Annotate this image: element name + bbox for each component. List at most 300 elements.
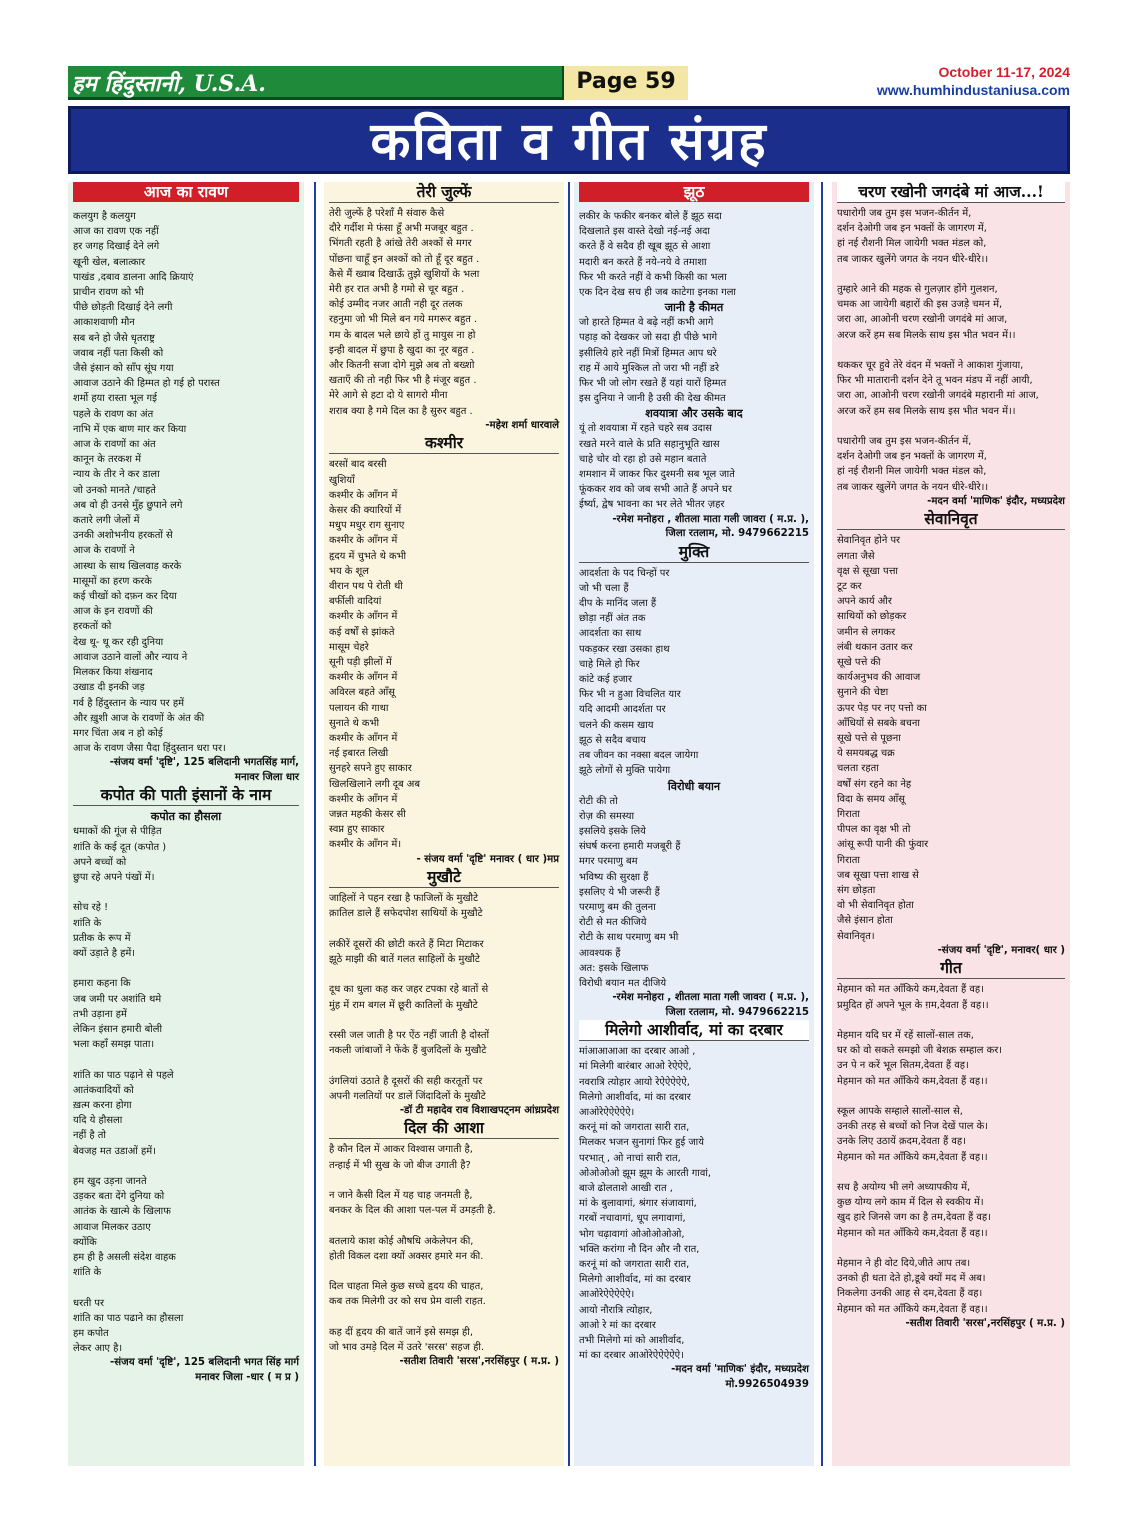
- poem-line: ख़त्म करना होगा: [73, 1099, 132, 1111]
- poem-line: नहीं है तो: [73, 1130, 106, 1142]
- poem-line: न्याय के तीर ने कर डाला: [73, 469, 160, 481]
- poem-line: वो भी सेवानिवृत होता: [837, 900, 914, 912]
- poem-line: आज के रावणों का अंत: [73, 439, 156, 451]
- poem-line: कोई उम्मीद नजर आती नही दूर तलक: [329, 299, 463, 311]
- poem-line: कतारे लगी जेलों में: [73, 515, 140, 527]
- poem-line: आतंकवादियों को: [73, 1084, 134, 1096]
- poem-line: ऊपर पेड़ पर नए पत्तो का: [837, 702, 927, 714]
- poem-line: नई इबारत लिखी: [329, 748, 389, 760]
- poem-line: नवरात्रि त्योहार आयो रेऐऐऐऐऐ,: [579, 1076, 690, 1088]
- poem-line: हां नई रौशनी मिल जायेगी भक्त मंडल को,: [837, 238, 987, 250]
- poem-line: आज का रावण एक नहीं: [73, 226, 159, 238]
- poem-subtitle: जानी है कीमत: [664, 301, 724, 315]
- poem-line: खुशियाँ: [329, 474, 355, 486]
- poem-line: कई चीखों को दफ़न कर दिया: [73, 591, 177, 603]
- poem-line: झूठे माझी की बातें गलत साहिलों के मुखौटे: [329, 953, 480, 965]
- poem-line: खूनी खेल, बलात्कार: [73, 256, 146, 268]
- poem-line: आज के रावण जैसा पैदा हिंदुस्तान धरा पर।: [73, 743, 226, 755]
- poem-line: [837, 1089, 1065, 1104]
- poem-line: लकीरें दूसरों की छोटी करते हैं मिटा मिटाकर: [329, 938, 484, 950]
- poem-line: मेरी हर रात अभी है गमो से चूर बहुत .: [329, 284, 465, 296]
- poem-mukhaute: [324, 867, 564, 1118]
- poem-line: फिर भी न हुआ विचलित यार: [579, 689, 681, 701]
- poem-line: रहनुमा जो भी मिले बन गये मगरूर बहुत .: [329, 314, 478, 326]
- poem-line: आओरेऐऐऐऐऐ।: [579, 1106, 635, 1118]
- poem-line: जैसे इंसान होता: [837, 915, 893, 927]
- poem-author: -रमेश मनोहरा , शीतला माता गली जावरा ( म.प्र. ), जिला रतलाम, मो. 9479662215: [612, 992, 809, 1018]
- poem-line: [73, 1280, 299, 1295]
- poem-title: मुखौटे: [329, 867, 559, 888]
- poem-line: मांआआआआ का दरबार आओ ,: [579, 1046, 696, 1058]
- banner-title: कविता व गीत संग्रह: [370, 111, 768, 172]
- poem-line: जब सूखा पत्ता शाख से: [837, 869, 919, 881]
- poem-line: झूठ से सदैव बचाय: [579, 734, 646, 746]
- poem-line: तब जाकर खुलेंगे जगत के नयन धीरे-धीरे।।: [837, 253, 989, 265]
- poem-title: कश्मीर: [329, 433, 559, 454]
- poem-line: रोज़ की समस्या: [579, 810, 635, 822]
- poem-line: चमक आ जायेगी बहारों की इस उजड़े चमन में,: [837, 299, 1003, 311]
- poem-lines: [837, 206, 1065, 495]
- poem-line: यदि आदमी आदर्शता पर: [579, 704, 666, 716]
- poem-line: स्वप्न हुए साकार: [329, 824, 385, 836]
- poem-lines: [579, 315, 809, 406]
- poem-line: थककर चूर हुवे तेरे वंदन में भक्तों ने आकाश गुंजाया,: [837, 360, 1024, 371]
- poem-line: दूध का धुला कह कर जहर टपका रहे बातों से: [329, 984, 489, 996]
- poem-line: जरा आ, आओनी चरण रखोनी जगदंबे मां आज,: [837, 314, 1008, 326]
- poem-line: कश्मीर के आँगन में।: [329, 839, 402, 851]
- poem-line: जो भाव उमड़े दिल में उतरे 'सरस' सहज ही.: [329, 1341, 485, 1353]
- poem-line: अपनी गलतियों पर डालें जिंदादिलों के मुखौटे: [329, 1090, 486, 1102]
- poem-line: इसीलिये हारे नहीं मित्रों हिम्मत आप धरे: [579, 347, 717, 359]
- poem-line: कश्मीर के आँगन में: [329, 793, 398, 805]
- poem-line: लेकिन इंसान हमारी बोली: [73, 1023, 163, 1035]
- poem-line: सच है अयोग्य भी लगे अध्यापकीय में,: [837, 1181, 971, 1193]
- poem-line: मासूम चेहरे: [329, 641, 369, 653]
- poem-line: करते हैं वे सदैव ही खूब झूठ से आशा: [579, 241, 711, 253]
- poem-line: शांति के: [73, 1267, 102, 1279]
- poem-line: लकीर के फकीर बनकर बोले हैं झूठ सदा: [579, 211, 722, 222]
- poem-line: लगता जैसे: [837, 550, 875, 562]
- poem-line: गरबों नचावागां, धूप लगावागां,: [579, 1213, 686, 1225]
- poem-line: न जाने कैसी दिल में यह चाह जनमती है,: [329, 1190, 473, 1201]
- poem-lines: [73, 209, 299, 756]
- poem-line: उनकी तरह से बच्चों को निज देखें पाल के।: [837, 1121, 988, 1133]
- poem-line: [73, 961, 299, 976]
- poem-line: नकली जांबाजों ने फेंके हैं बुजदिलों के मुखौटे: [329, 1045, 487, 1057]
- poem-line: बाजे ढोलताशे आखी रात ,: [579, 1182, 673, 1194]
- poem-line: वीरान पथ पे रोती थी: [329, 580, 403, 592]
- poem-line: पकड़कर रखा उसका हाथ: [579, 643, 670, 655]
- poem-line: बरसों बाद बरसी: [329, 459, 387, 471]
- column-3: [574, 182, 814, 1466]
- poem-lines: [73, 824, 299, 1356]
- poem-line: शर्मो हया रास्ता भूल गई: [73, 393, 157, 405]
- poem-line: पधारोगी जब तुम इस भजन-कीर्तन में,: [837, 436, 972, 447]
- poem-line: [837, 267, 1065, 282]
- poem-line: ईर्ष्या, द्वेष भावना का भर लेते भीतर ज़हर: [579, 499, 725, 511]
- poem-line: मुंह में राम बगल में छूरी कातिलों के मुखौटे: [329, 999, 478, 1011]
- poem-line: पीछे छोड़ती दिखाई देने लगी: [73, 302, 173, 314]
- poem-title: कपोत की पाती इंसानों के नाम: [73, 785, 299, 806]
- issue-date: October 11-17, 2024: [938, 64, 1070, 80]
- poem-line: आवश्यक हैं: [579, 947, 621, 959]
- column-divider: [821, 182, 823, 1466]
- poem-line: टूट कर: [837, 580, 862, 592]
- poem-line: कई वर्षों से झांकते: [329, 626, 395, 638]
- poem-line: जो उनको मानते /चाहते: [73, 484, 156, 496]
- poem-line: रोटी से मत कीजिये: [579, 917, 647, 929]
- poem-line: शांति का पाठ पढ़ाने से पहले: [73, 1069, 174, 1081]
- poem-line: आँधियों से सबके बचना: [837, 717, 920, 729]
- poem-author: -मदन वर्मा 'माणिक' इंदौर, मध्यप्रदेश मो.9926504939: [671, 1364, 809, 1390]
- poem-line: गर्व है हिंदुस्तान के न्याय पर हमें: [73, 697, 184, 709]
- poem-line: जब जमी पर अशांति थमे: [73, 993, 162, 1005]
- poem-line: देख थू- थू कर रही दुनिया: [73, 636, 164, 648]
- poem-line: पधारोगी जब तुम इस भजन-कीर्तन में,: [837, 208, 972, 219]
- poem-line: अरज करें हम सब मिलके साथ इस भीत भवन में।।: [837, 405, 1016, 417]
- poem-line: [73, 885, 299, 900]
- poem-line: खिलखिलाने लगी दूब अब: [329, 778, 420, 790]
- poem-line: मेरे आगे से हटा दो ये सागरो मीना: [329, 390, 448, 402]
- poem-line: आज के इन रावणों की: [73, 606, 153, 618]
- poem-author: -सतीश तिवारी 'सरस',नरसिंहपुर ( म.प्र. ): [905, 1317, 1065, 1329]
- poem-line: जमीन से लगकर: [837, 626, 896, 638]
- poem-line: मगर चिंता अब न हो कोई: [73, 727, 163, 739]
- poem-line: कार्यअनुभव की आवाज: [837, 672, 921, 684]
- top-bar: [68, 66, 1070, 100]
- poem-line: कांटे कई हजार: [579, 674, 632, 686]
- poem-lines: [329, 891, 559, 1104]
- poem-line: इसलिए ये भी जरूरी हैं: [579, 886, 660, 898]
- poem-author: -रमेश मनोहरा , शीतला माता गली जावरा ( म.प्र. ), जिला रतलाम, मो. 9479662215: [612, 513, 809, 540]
- poem-line: कैसे मैं ख्वाब दिखाऊँ तुझे खुशियों के भला: [329, 268, 480, 280]
- poem-title: मिलेगो आशीर्वाद, मां का दरबार: [579, 1020, 809, 1041]
- poem-line: आतंक के खात्मे के खिलाफ: [73, 1206, 171, 1218]
- poem-line: [329, 1058, 559, 1073]
- poem-line: मगर परमाणु बम: [579, 856, 638, 868]
- masthead: [68, 66, 688, 100]
- poem-line: कह दीं हृदय की बातें जानें इसे समझ ही,: [329, 1326, 473, 1338]
- poem-title: चरण रखोनी जगदंबे मां आज...!: [837, 182, 1065, 203]
- poem-line: बतलाये काश कोई औषधि अकेलेपन की,: [329, 1235, 474, 1247]
- poem-line: पलायन की गाथा: [329, 702, 389, 714]
- poem-line: जो भी चला हैं: [579, 582, 629, 594]
- poem-line: छुपा रहे अपने पंखों में।: [73, 871, 155, 883]
- poem-line: मिलेगो आशीर्वाद, मां का दरबार: [579, 1091, 691, 1103]
- poem-line: चाहे मिले हो फिर: [579, 658, 640, 670]
- poem-line: खताएँ की तो नही फिर भी है मंजूर बहुत .: [329, 375, 477, 387]
- poem-title: गीत: [837, 958, 1065, 979]
- poem-line: पोंछना चाहूँ इन अश्कों को तो हूँ दूर बहुत .: [329, 253, 480, 265]
- poem-line: जरा आ, आओनी चरण रखोनी जगदंबे महारानी मां आज,: [837, 390, 1039, 402]
- poem-line: मिलेगो आशीर्वाद, मां का दरबार: [579, 1274, 691, 1286]
- poem-line: [329, 1264, 559, 1279]
- poem-line: सूखे पत्ते से पूछना: [837, 732, 901, 744]
- column-4: [832, 182, 1070, 1466]
- poem-line: ये समयबद्ध चक्र: [837, 748, 895, 760]
- poem-lines: [579, 794, 809, 992]
- poem-title: आज का रावण: [73, 182, 299, 202]
- poem-line: आवाज मिलकर उठाए: [73, 1221, 151, 1233]
- poem-line: मेहमान को मत आँकिये कम,देवता हैं वह।।: [837, 1151, 988, 1163]
- poem-line: निकलेगा उनकी आह से दम,देवता हैं वह।: [837, 1288, 983, 1300]
- poem-line: मेहमान को मत आँकिये कम,देवता हैं वह।।: [837, 1303, 988, 1315]
- poem-author: -महेश शर्मा धारवाले: [485, 419, 559, 431]
- poem-line: मधुप मधुर राग सुनाए: [329, 520, 405, 532]
- poem-line: सूखे पत्ते की: [837, 656, 881, 668]
- poem-line: [329, 1218, 559, 1233]
- poem-line: जाहिलों ने पहन रखा है फाजिलों के मुखौटे: [329, 893, 479, 905]
- poem-line: एक दिन देख सच ही जब काटेगा इनका गला: [579, 287, 736, 299]
- poem-line: क्यों उड़ाते है हमें।: [73, 947, 136, 959]
- poem-line: सुनाते थे कभी: [329, 717, 380, 729]
- poem-line: मेहमान को मत आँकिये कम,देवता हैं वह।: [837, 984, 984, 996]
- poem-line: फिर भी करते नहीं वे कभी किसी का भला: [579, 271, 727, 283]
- poem-line: मेहमान यदि घर में रहें सालों-साल तक,: [837, 1029, 974, 1041]
- poem-title: दिल की आशा: [329, 1118, 559, 1139]
- poem-line: परमाणु बम की तुलना: [579, 901, 656, 913]
- poem-teri-zulfen: [324, 182, 564, 433]
- poem-line: क्योंकि: [73, 1236, 97, 1248]
- poem-author: -मदन वर्मा 'माणिक' इंदौर, मध्यप्रदेश: [927, 495, 1065, 507]
- poem-line: अपने बच्चों को: [73, 856, 127, 868]
- poem-line: उनके लिए उठायें क़दम,देवता हैं वह।: [837, 1136, 966, 1148]
- poem-line: जवाब नहीं पता किसी को: [73, 347, 164, 359]
- poem-line: उन पे न करें भूल सितम,देवता हैं वह।: [837, 1060, 969, 1072]
- poem-subtitle: कपोत का हौसला: [150, 810, 222, 824]
- poem-line: घर को वो सकते समझो जी बेशक़ सम्हाल कर।: [837, 1045, 1003, 1057]
- poem-line: हृदय में चुभते थे कभी: [329, 550, 407, 562]
- poem-line: तब जीवन का नक्सा बदल जायेगा: [579, 750, 699, 762]
- section-banner: [68, 106, 1070, 174]
- poem-line: आस्था के साथ खिलवाड़ करके: [73, 560, 182, 572]
- poem-line: मां के बुलावागां, श्रंगार संजावागां,: [579, 1198, 697, 1210]
- poem-line: मेहमान को मत आँकिये कम,देवता हैं वह।।: [837, 1227, 988, 1239]
- poem-line: बेवजह मत उडाओं हमें।: [73, 1145, 156, 1157]
- poem-line: करनूं मां को जगराता सारी रात,: [579, 1122, 690, 1134]
- poem-line: भय के शूल: [329, 565, 369, 577]
- poem-line: तन्हाई में भी सुख के जो बीज उगाती है?: [329, 1159, 471, 1171]
- poem-dil-ki-aasha: [324, 1118, 564, 1369]
- poem-line: कब तक मिलेगी उर को सच प्रेम वाली राहत.: [329, 1296, 486, 1308]
- poem-lines: [579, 566, 809, 779]
- poem-line: [329, 967, 559, 982]
- poem-kashmir: [324, 433, 564, 867]
- poem-line: हम खुद उड़ना जानते: [73, 1175, 147, 1187]
- poem-lines: [579, 421, 809, 512]
- poem-line: प्रतीक के रूप में: [73, 932, 131, 944]
- poem-line: वृक्ष से सूखा पत्ता: [837, 565, 898, 577]
- poem-line: शांति का पाठ पढाने का हौसला: [73, 1312, 184, 1324]
- poem-line: राह में आये मुश्किल तो जरा भी नहीं डरे: [579, 362, 719, 374]
- poem-line: तभी उड़ाना हमें: [73, 1008, 127, 1020]
- poem-title: सेवानिवृत: [837, 509, 1065, 530]
- poem-line: दीप के मानिंद जला हैं: [579, 598, 657, 610]
- poem-line: तभी मिलेगो मां को आशीर्वाद,: [579, 1335, 685, 1346]
- poem-author: -संजय वर्मा 'दृष्टि', 125 बलिदानी भगत सिंह मार्ग मनावर जिला -धार ( म प्र ): [110, 1357, 299, 1383]
- poem-line: चलने की कसम खाय: [579, 719, 654, 731]
- poem-line: [837, 419, 1065, 434]
- poem-line: चलता रहता: [837, 763, 879, 775]
- poem-line: मिलकर भजन सुनागां फिर हुई जाये: [579, 1137, 704, 1149]
- poem-line: पीपल का वृक्ष भी तो: [837, 824, 911, 836]
- poem-line: दौरे गर्दीश मे फंसा हूँ अभी मजबूर बहुत .: [329, 223, 474, 235]
- poem-subtitle: विरोधी बयान: [667, 779, 721, 793]
- poem-line: क़ातिल डाले हैं सफेदपोश साथियों के मुखौटे: [329, 908, 483, 920]
- poem-line: ओओओओ झूम झूम के आरती गावां,: [579, 1167, 712, 1179]
- poem-line: गिराता: [837, 854, 860, 866]
- poem-line: शमशान में जाकर फिर दुश्मनी सब भूल जाते: [579, 469, 735, 481]
- poem-author: -डॉ टी महादेव राव विशाखपट्नम आंध्रप्रदेश: [399, 1104, 559, 1116]
- website-link[interactable]: www.humhindustaniusa.com: [876, 82, 1070, 98]
- poem-line: [329, 1173, 559, 1188]
- poem-line: धरती पर: [73, 1297, 105, 1309]
- poem-line: पाखंड ,दबाव डालना आदि क्रियाएं: [73, 271, 194, 283]
- poem-line: संग छोड़ता: [837, 884, 876, 896]
- poem-line: आदर्शता का साथ: [579, 628, 642, 640]
- poem-line: आदर्शता के पद चिन्हों पर: [579, 567, 670, 579]
- poem-lines: [837, 982, 1065, 1316]
- poem-line: संघर्ष करना हमारी मजबूरी हैं: [579, 841, 681, 853]
- poem-line: आओरेऐऐऐऐऐ।: [579, 1289, 635, 1301]
- poem-line: उखाड दी इनकी जड़: [73, 682, 145, 694]
- poem-line: मां मिलेगी बारंबार आओ रेऐऐऐ,: [579, 1061, 692, 1073]
- poem-line: कलयुग है कलयुग: [73, 211, 136, 222]
- poem-line: कश्मीर के आँगन में: [329, 733, 398, 744]
- poem-line: सूनी पड़ी झीलों में: [329, 656, 392, 668]
- poem-line: मासूमों का हरण करके: [73, 575, 152, 587]
- column-1: [68, 182, 304, 1466]
- column-divider: [314, 182, 316, 1466]
- poem-line: करनूं मां को जगराता सारी रात,: [579, 1258, 690, 1270]
- poem-line: [329, 922, 559, 937]
- poem-line: गिराता: [837, 808, 860, 820]
- poem-lines: [579, 209, 809, 300]
- poem-line: आयो नौरात्रि त्योहार,: [579, 1304, 653, 1316]
- poem-line: बनकर के दिल की आशा पल-पल में उमड़ती है.: [329, 1205, 496, 1217]
- poem-line: आकाशवाणी मौन: [73, 317, 135, 329]
- poem-geet: [832, 958, 1070, 1331]
- poem-line: दर्शन देओगी जब इन भक्तों के जागरण में,: [837, 223, 987, 235]
- poem-kapot-ki-paati: [68, 785, 304, 1385]
- poem-line: परभात् , ओ नाचां सारी रात,: [579, 1152, 681, 1164]
- poem-line: सेवानिवृत होने पर: [837, 535, 901, 547]
- poem-line: हरकतों को: [73, 621, 112, 633]
- poem-line: उड़कर बता देंगे दुनिया को: [73, 1191, 165, 1203]
- poem-line: है कौन दिल में आकर विश्वास जगाती है,: [329, 1144, 473, 1156]
- poem-line: मेहमान ने ही वोट दिये,जीते आप तब।: [837, 1257, 971, 1269]
- poem-line: भोग चढ़ावागां ओओओओओ,: [579, 1228, 685, 1240]
- poem-line: उनको ही धता देते हो,डूबे क्यों मद में अब।: [837, 1273, 986, 1285]
- poem-line: अत: इसके खिलाफ: [579, 962, 649, 974]
- poem-line: होती विकल दशा क्यों अक्सर हमारे मन की.: [329, 1250, 484, 1262]
- poem-line: हम कपोत: [73, 1327, 109, 1339]
- poem-line: मेहमान को मत आँकिये कम,देवता हैं वह।।: [837, 1075, 988, 1087]
- poem-line: इसलिये इसके लिये: [579, 825, 646, 837]
- poem-line: भला कहाँ समझ पाता।: [73, 1039, 155, 1051]
- poem-line: तेरी जुल्फें है परेशाँ मै संवारु कैसे: [329, 208, 445, 219]
- poem-line: कुछ योग्य लगे काम में दिल से स्वकीय में।: [837, 1197, 984, 1209]
- poem-line: उंगलियां उठाते है दूसरों की सही करतूतों पर: [329, 1075, 483, 1087]
- poem-title: मुक्ति: [579, 542, 809, 563]
- poem-line: सोच रहे !: [73, 902, 109, 914]
- page-number: Page 59: [562, 66, 688, 100]
- poem-lines: [329, 1142, 559, 1355]
- poem-line: अरज करें हम सब मिलके साथ इस भीत भवन में।।: [837, 329, 1016, 341]
- poem-line: भिंगती रहती है आंखे तेरी अश्कों से मगर: [329, 238, 472, 250]
- poem-line: गम के बादल भले छाये हों तु मायुस ना हो: [329, 329, 476, 341]
- poem-line: आंसू रूपी पानी की फुंवार: [837, 839, 929, 851]
- poem-line: बर्फीली वादियां: [329, 596, 382, 608]
- poem-line: शराब क्या है गमे दिल का है सुरुर बहुत .: [329, 405, 473, 417]
- poem-line: साथियों को छोड़कर: [837, 611, 907, 623]
- poem-line: हमारा कहना कि: [73, 978, 131, 990]
- poem-milego-aashirvad: [574, 1020, 814, 1392]
- poem-line: सुनाने की चेष्टा: [837, 687, 889, 699]
- poem-line: झूठे लोगों से मुक्ति पायेगा: [579, 765, 671, 777]
- poem-line: मां का दरबार आओरेऐऐऐऐऐ।: [579, 1350, 684, 1362]
- poem-line: उनकी अशोभनीय हरकतों से: [73, 530, 173, 542]
- poem-line: फूंककर शव को जब सभी आते हैं अपने घर: [579, 484, 732, 496]
- poem-line: रोटी की तो: [579, 795, 618, 807]
- poem-line: आवाज उठाने वालों और न्याय ने: [73, 651, 188, 663]
- column-divider: [568, 182, 570, 1466]
- poem-line: भक्ति करांगा नौ दिन और नौ रात,: [579, 1243, 700, 1255]
- poem-line: पहाड़ को देखकर जो सदा ही पीछे भागे: [579, 332, 718, 344]
- poem-line: हां नई रौशनी मिल जायेगी भक्त मंडल को,: [837, 466, 987, 478]
- poem-line: शांति के कई दूत (कपोत ): [73, 841, 167, 853]
- poem-line: फिर भी मातारानी दर्शन देने तू भवन मंडप में नहीं आयी,: [837, 375, 1033, 387]
- poem-line: अपने कार्य और: [837, 596, 892, 608]
- poem-line: जैसे इंसान को साँप सूंघ गया: [73, 363, 174, 375]
- poem-author: -सतीश तिवारी 'सरस',नरसिंहपुर ( म.प्र. ): [399, 1356, 559, 1368]
- poem-line: [837, 1013, 1065, 1028]
- poem-line: छोड़ा नहीं अंत तक: [579, 613, 646, 625]
- poem-line: वर्षों संग रहने का नेह: [837, 778, 912, 790]
- poem-line: सेवानिवृत।: [837, 930, 875, 942]
- poem-line: [329, 1310, 559, 1325]
- poem-lines: [837, 533, 1065, 943]
- poem-line: [837, 1165, 1065, 1180]
- poem-author: -संजय वर्मा 'दृष्टि', मनावर( धार ): [937, 944, 1065, 956]
- poem-jhooth: [574, 182, 814, 542]
- poem-charan-rakhoni: [832, 182, 1070, 509]
- poem-line: प्राचीन रावण को भी: [73, 287, 144, 299]
- poem-line: दर्शन देओगी जब इन भक्तों के जागरण में,: [837, 451, 987, 463]
- poem-line: इस दुनिया ने जानी है उसी की देख कीमत: [579, 393, 726, 405]
- column-2: [324, 182, 564, 1466]
- poem-line: कानून के तरकश में: [73, 454, 141, 466]
- poem-line: आज के रावणों ने: [73, 545, 135, 557]
- poem-line: सब बने हो जैसे धृतराष्ट्र: [73, 332, 155, 344]
- poem-line: सुनहरे सपने हुए साकार: [329, 763, 412, 775]
- poem-line: हम ही है असली संदेश वाहक: [73, 1251, 176, 1263]
- poem-line: तब जाकर खुलेंगे जगत के नयन धीरे-धीरे।।: [837, 481, 989, 493]
- poem-line: दिल चाहता मिले कुछ सच्चे हृदय की चाहत,: [329, 1281, 484, 1293]
- poem-line: शांति के: [73, 917, 102, 929]
- poem-line: कश्मीर के आँगन में: [329, 535, 398, 547]
- poem-line: कश्मीर के आँगन में: [329, 672, 398, 684]
- poem-aaj-ka-ravan: [68, 182, 304, 785]
- poem-line: [73, 1052, 299, 1067]
- poem-line: केसर की क्यारियों में: [329, 504, 402, 516]
- poem-line: रोटी के साथ परमाणु बम भी: [579, 932, 679, 944]
- poem-subtitle: शवयात्रा और उसके बाद: [645, 407, 743, 421]
- poem-line: भविष्य की सुरक्षा हैं: [579, 871, 649, 883]
- poem-line: मिलकर किया शंखनाद: [73, 667, 153, 679]
- poem-line: आवाज उठाने की हिम्मत हो गई हो परास्त: [73, 378, 220, 390]
- poem-title: झूठ: [579, 182, 809, 202]
